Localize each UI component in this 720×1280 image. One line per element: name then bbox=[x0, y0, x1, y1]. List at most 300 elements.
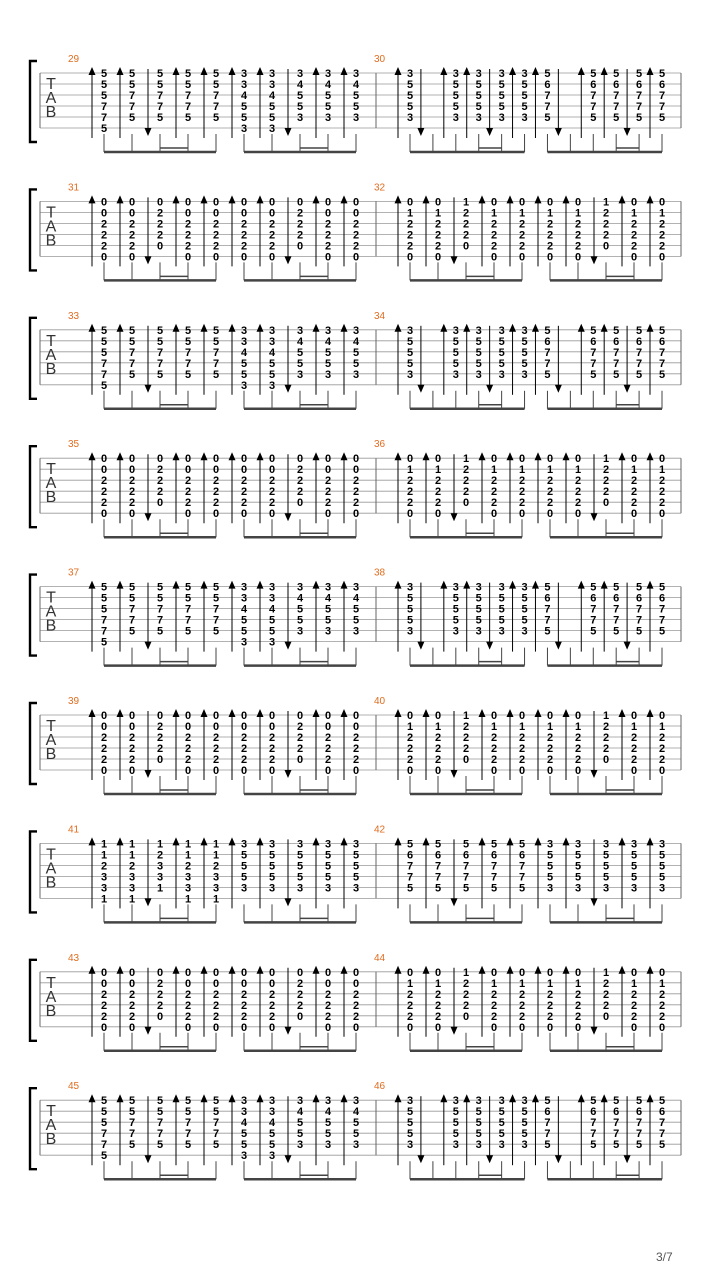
fret-number: 7 bbox=[128, 357, 136, 370]
fret-number: 5 bbox=[658, 368, 666, 381]
fret-number: 2 bbox=[462, 732, 470, 744]
fret-number: 3 bbox=[498, 1095, 505, 1108]
fret-number: 6 bbox=[658, 79, 666, 91]
fret-number: 5 bbox=[475, 1106, 482, 1119]
fret-number: 3 bbox=[128, 871, 136, 884]
fret-number: 3 bbox=[452, 1095, 459, 1108]
fret-number: 0 bbox=[156, 754, 164, 766]
strum-down-arrow-icon bbox=[285, 385, 292, 393]
fret-number: 5 bbox=[518, 838, 526, 851]
tab-clef-letter: B bbox=[45, 617, 57, 635]
fret-number: 0 bbox=[658, 251, 666, 264]
fret-number: 3 bbox=[268, 636, 276, 649]
fret-number: 2 bbox=[574, 240, 582, 253]
fret-number: 1 bbox=[434, 721, 442, 733]
fret-number: 5 bbox=[452, 1106, 459, 1119]
fret-number: 7 bbox=[590, 90, 597, 102]
strum-up-arrow-icon bbox=[201, 1094, 208, 1102]
fret-number: 2 bbox=[352, 743, 360, 755]
fret-number: 0 bbox=[574, 453, 582, 466]
fret-number: 5 bbox=[452, 357, 459, 370]
strum-up-arrow-icon bbox=[201, 581, 208, 589]
fret-number: 2 bbox=[352, 999, 360, 1012]
fret-number: 5 bbox=[521, 603, 528, 616]
strum-up-arrow-icon bbox=[395, 67, 402, 75]
fret-number: 3 bbox=[268, 79, 276, 91]
strum-up-arrow-icon bbox=[201, 452, 208, 460]
fret-number: 5 bbox=[296, 357, 304, 370]
fret-number: 0 bbox=[268, 508, 276, 521]
fret-number: 2 bbox=[658, 475, 666, 488]
fret-number: 5 bbox=[268, 614, 276, 627]
fret-number: 5 bbox=[296, 860, 304, 873]
fret-number: 5 bbox=[324, 1128, 332, 1141]
fret-number: 2 bbox=[128, 988, 136, 1001]
fret-number: 2 bbox=[602, 464, 610, 477]
fret-number: 5 bbox=[544, 581, 551, 594]
fret-number: 2 bbox=[240, 732, 248, 744]
fret-number: 5 bbox=[452, 79, 459, 91]
fret-number: 2 bbox=[296, 475, 304, 488]
fret-number: 5 bbox=[613, 68, 620, 80]
fret-number: 0 bbox=[630, 251, 638, 264]
fret-number: 5 bbox=[184, 1095, 192, 1108]
fret-number: 5 bbox=[324, 357, 332, 370]
strum-up-arrow-icon bbox=[257, 966, 264, 974]
fret-number: 5 bbox=[521, 1128, 528, 1141]
fret-number: 2 bbox=[240, 988, 248, 1001]
fret-number: 2 bbox=[602, 977, 610, 990]
fret-number: 0 bbox=[546, 508, 554, 521]
fret-number: 5 bbox=[406, 1106, 414, 1119]
fret-number: 5 bbox=[475, 357, 482, 370]
strum-up-arrow-icon bbox=[257, 452, 264, 460]
strum-up-arrow-icon bbox=[578, 1094, 585, 1102]
strum-up-arrow-icon bbox=[440, 1094, 447, 1102]
fret-number: 5 bbox=[546, 860, 554, 873]
strum-up-arrow-icon bbox=[89, 195, 96, 203]
fret-number: 7 bbox=[636, 1117, 643, 1130]
fret-number: 0 bbox=[240, 977, 248, 990]
tab-clef-letter: T bbox=[46, 974, 56, 992]
strum-up-arrow-icon bbox=[201, 324, 208, 332]
system-bracket bbox=[30, 446, 37, 527]
fret-number: 2 bbox=[546, 486, 554, 499]
fret-number: 7 bbox=[613, 1128, 620, 1141]
fret-number: 3 bbox=[268, 335, 276, 348]
fret-number: 2 bbox=[268, 229, 276, 242]
fret-number: 0 bbox=[518, 966, 526, 979]
strum-up-arrow-icon bbox=[257, 67, 264, 75]
fret-number: 2 bbox=[156, 207, 164, 220]
fret-number: 2 bbox=[240, 486, 248, 499]
fret-number: 2 bbox=[100, 229, 108, 242]
measure-number: 33 bbox=[68, 310, 80, 322]
fret-number: 5 bbox=[406, 1117, 414, 1130]
fret-number: 2 bbox=[406, 732, 414, 744]
strum-down-arrow-icon bbox=[145, 1155, 152, 1163]
fret-number: 2 bbox=[324, 1010, 332, 1023]
fret-number: 5 bbox=[296, 849, 304, 862]
fret-number: 5 bbox=[184, 1139, 192, 1152]
measure-number: 32 bbox=[374, 182, 386, 194]
fret-number: 4 bbox=[240, 1117, 248, 1130]
fret-number: 5 bbox=[406, 838, 414, 851]
fret-number: 5 bbox=[521, 101, 528, 113]
fret-number: 2 bbox=[602, 475, 610, 488]
fret-number: 5 bbox=[475, 101, 482, 113]
fret-number: 3 bbox=[352, 625, 360, 638]
fret-number: 0 bbox=[268, 196, 276, 209]
fret-number: 0 bbox=[212, 966, 220, 979]
fret-number: 6 bbox=[636, 335, 643, 348]
fret-number: 5 bbox=[212, 1139, 220, 1152]
strum-up-arrow-icon bbox=[173, 324, 180, 332]
fret-number: 5 bbox=[518, 882, 526, 895]
system-bracket bbox=[30, 61, 37, 142]
fret-number: 3 bbox=[352, 1095, 360, 1108]
fret-number: 3 bbox=[475, 625, 482, 638]
fret-number: 5 bbox=[296, 101, 304, 113]
fret-number: 0 bbox=[574, 966, 582, 979]
fret-number: 0 bbox=[128, 508, 136, 521]
fret-number: 7 bbox=[128, 346, 136, 359]
fret-number: 4 bbox=[268, 1117, 276, 1130]
fret-number: 1 bbox=[128, 893, 136, 906]
fret-number: 0 bbox=[658, 453, 666, 466]
fret-number: 3 bbox=[475, 1139, 482, 1152]
fret-number: 0 bbox=[658, 765, 666, 777]
fret-number: 1 bbox=[518, 464, 526, 477]
measure-number: 38 bbox=[374, 567, 386, 579]
fret-number: 7 bbox=[613, 101, 620, 113]
strum-up-arrow-icon bbox=[479, 452, 486, 460]
fret-number: 5 bbox=[100, 1095, 108, 1108]
fret-number: 7 bbox=[590, 603, 597, 616]
fret-number: 2 bbox=[574, 988, 582, 1001]
strum-up-arrow-icon bbox=[173, 709, 180, 717]
strum-down-arrow-icon bbox=[451, 513, 458, 521]
fret-number: 5 bbox=[268, 849, 276, 862]
strum-up-arrow-icon bbox=[313, 67, 320, 75]
fret-number: 5 bbox=[128, 68, 136, 80]
fret-number: 7 bbox=[128, 603, 136, 616]
strum-down-arrow-icon bbox=[555, 128, 562, 136]
strum-up-arrow-icon bbox=[647, 837, 654, 845]
strum-down-arrow-icon bbox=[285, 898, 292, 906]
strum-up-arrow-icon bbox=[463, 324, 470, 332]
fret-number: 5 bbox=[128, 79, 136, 91]
strum-down-arrow-icon bbox=[624, 128, 631, 136]
fret-number: 6 bbox=[544, 592, 551, 605]
fret-number: 2 bbox=[518, 218, 526, 231]
fret-number: 7 bbox=[156, 603, 164, 616]
fret-number: 2 bbox=[268, 754, 276, 766]
fret-number: 2 bbox=[602, 229, 610, 242]
tab-clef-letter: A bbox=[45, 603, 57, 621]
strum-down-arrow-icon bbox=[486, 385, 493, 393]
strum-up-arrow-icon bbox=[313, 324, 320, 332]
fret-number: 5 bbox=[636, 1139, 643, 1152]
strum-down-arrow-icon bbox=[624, 385, 631, 393]
fret-number: 6 bbox=[518, 849, 526, 862]
fret-number: 0 bbox=[352, 196, 360, 209]
strum-down-arrow-icon bbox=[145, 256, 152, 264]
fret-number: 5 bbox=[324, 849, 332, 862]
fret-number: 5 bbox=[128, 625, 136, 638]
strum-down-arrow-icon bbox=[417, 1155, 424, 1163]
fret-number: 5 bbox=[212, 1095, 220, 1108]
fret-number: 0 bbox=[240, 765, 248, 777]
fret-number: 0 bbox=[324, 508, 332, 521]
fret-number: 0 bbox=[324, 196, 332, 209]
strum-up-arrow-icon bbox=[601, 581, 608, 589]
fret-number: 0 bbox=[490, 251, 498, 264]
fret-number: 3 bbox=[406, 112, 414, 124]
fret-number: 2 bbox=[212, 743, 220, 755]
fret-number: 5 bbox=[406, 79, 414, 91]
fret-number: 0 bbox=[212, 464, 220, 477]
measure-number: 46 bbox=[374, 1081, 386, 1093]
fret-number: 3 bbox=[352, 324, 360, 337]
fret-number: 7 bbox=[184, 1128, 192, 1141]
fret-number: 0 bbox=[100, 710, 108, 722]
fret-number: 0 bbox=[212, 710, 220, 722]
fret-number: 5 bbox=[128, 368, 136, 381]
fret-number: 0 bbox=[518, 453, 526, 466]
fret-number: 3 bbox=[498, 112, 505, 124]
fret-number: 2 bbox=[658, 988, 666, 1001]
fret-number: 3 bbox=[212, 871, 220, 884]
fret-number: 5 bbox=[462, 838, 470, 851]
fret-number: 7 bbox=[212, 346, 220, 359]
fret-number: 0 bbox=[546, 251, 554, 264]
fret-number: 2 bbox=[296, 486, 304, 499]
fret-number: 3 bbox=[475, 1095, 482, 1108]
fret-number: 2 bbox=[630, 229, 638, 242]
fret-number: 5 bbox=[296, 346, 304, 359]
fret-number: 7 bbox=[156, 101, 164, 113]
fret-number: 1 bbox=[406, 464, 414, 477]
fret-number: 0 bbox=[490, 508, 498, 521]
strum-up-arrow-icon bbox=[89, 709, 96, 717]
fret-number: 2 bbox=[462, 218, 470, 231]
fret-number: 5 bbox=[212, 625, 220, 638]
fret-number: 5 bbox=[613, 581, 620, 594]
strum-up-arrow-icon bbox=[395, 324, 402, 332]
fret-number: 0 bbox=[184, 196, 192, 209]
fret-number: 3 bbox=[324, 1095, 332, 1108]
fret-number: 1 bbox=[212, 838, 220, 851]
fret-number: 5 bbox=[240, 1128, 248, 1141]
strum-up-arrow-icon bbox=[257, 837, 264, 845]
fret-number: 0 bbox=[630, 710, 638, 722]
fret-number: 3 bbox=[658, 882, 666, 895]
fret-number: 2 bbox=[490, 988, 498, 1001]
fret-number: 5 bbox=[156, 335, 164, 348]
fret-number: 2 bbox=[630, 732, 638, 744]
fret-number: 1 bbox=[434, 464, 442, 477]
fret-number: 5 bbox=[498, 1128, 505, 1141]
strum-up-arrow-icon bbox=[463, 1094, 470, 1102]
fret-number: 2 bbox=[212, 497, 220, 510]
fret-number: 5 bbox=[100, 1150, 108, 1163]
fret-number: 7 bbox=[590, 1128, 597, 1141]
strum-up-arrow-icon bbox=[463, 67, 470, 75]
fret-number: 2 bbox=[240, 754, 248, 766]
tab-clef-letter: A bbox=[45, 860, 57, 878]
fret-number: 5 bbox=[240, 614, 248, 627]
fret-number: 2 bbox=[546, 754, 554, 766]
fret-number: 2 bbox=[574, 229, 582, 242]
fret-number: 7 bbox=[128, 1117, 136, 1130]
fret-number: 2 bbox=[602, 721, 610, 733]
system-bracket bbox=[30, 1088, 37, 1169]
fret-number: 1 bbox=[602, 196, 610, 209]
fret-number: 3 bbox=[521, 324, 528, 337]
fret-number: 7 bbox=[212, 357, 220, 370]
tab-clef-letter: T bbox=[46, 718, 56, 735]
fret-number: 5 bbox=[462, 882, 470, 895]
fret-number: 5 bbox=[240, 871, 248, 884]
fret-number: 7 bbox=[128, 101, 136, 113]
fret-number: 2 bbox=[184, 988, 192, 1001]
fret-number: 3 bbox=[296, 368, 304, 381]
strum-up-arrow-icon bbox=[313, 1094, 320, 1102]
fret-number: 5 bbox=[590, 368, 597, 381]
fret-number: 7 bbox=[544, 357, 551, 370]
fret-number: 3 bbox=[212, 882, 220, 895]
fret-number: 0 bbox=[184, 453, 192, 466]
tab-clef-letter: T bbox=[46, 461, 56, 479]
fret-number: 0 bbox=[156, 1010, 164, 1023]
strum-up-arrow-icon bbox=[201, 966, 208, 974]
fret-number: 7 bbox=[184, 90, 192, 102]
fret-number: 0 bbox=[128, 721, 136, 733]
fret-number: 0 bbox=[268, 765, 276, 777]
fret-number: 3 bbox=[498, 581, 505, 594]
fret-number: 3 bbox=[574, 882, 582, 895]
fret-number: 5 bbox=[324, 603, 332, 616]
fret-number: 7 bbox=[156, 357, 164, 370]
fret-number: 5 bbox=[498, 1117, 505, 1130]
fret-number: 0 bbox=[434, 508, 442, 521]
fret-number: 3 bbox=[296, 838, 304, 851]
strum-up-arrow-icon bbox=[395, 837, 402, 845]
fret-number: 2 bbox=[128, 240, 136, 253]
fret-number: 5 bbox=[240, 849, 248, 862]
strum-up-arrow-icon bbox=[509, 1094, 516, 1102]
fret-number: 0 bbox=[100, 1021, 108, 1034]
fret-number: 3 bbox=[324, 112, 332, 124]
strum-down-arrow-icon bbox=[145, 128, 152, 136]
fret-number: 0 bbox=[296, 497, 304, 510]
strum-up-arrow-icon bbox=[619, 452, 626, 460]
strum-up-arrow-icon bbox=[423, 966, 430, 974]
fret-number: 7 bbox=[100, 357, 108, 370]
fret-number: 0 bbox=[128, 977, 136, 990]
strum-up-arrow-icon bbox=[479, 709, 486, 717]
strum-up-arrow-icon bbox=[563, 195, 570, 203]
fret-number: 5 bbox=[452, 1117, 459, 1130]
fret-number: 7 bbox=[212, 90, 220, 102]
strum-down-arrow-icon bbox=[285, 128, 292, 136]
strum-down-arrow-icon bbox=[555, 385, 562, 393]
fret-number: 7 bbox=[636, 90, 643, 102]
fret-number: 2 bbox=[490, 743, 498, 755]
fret-number: 5 bbox=[184, 112, 192, 124]
strum-down-arrow-icon bbox=[145, 385, 152, 393]
fret-number: 0 bbox=[324, 765, 332, 777]
fret-number: 1 bbox=[546, 977, 554, 990]
fret-number: 0 bbox=[156, 710, 164, 722]
fret-number: 7 bbox=[100, 625, 108, 638]
fret-number: 2 bbox=[324, 229, 332, 242]
fret-number: 3 bbox=[156, 860, 164, 873]
strum-up-arrow-icon bbox=[89, 67, 96, 75]
fret-number: 5 bbox=[296, 871, 304, 884]
fret-number: 3 bbox=[406, 625, 414, 638]
fret-number: 3 bbox=[498, 324, 505, 337]
strum-up-arrow-icon bbox=[532, 1094, 539, 1102]
fret-number: 5 bbox=[406, 90, 414, 102]
tab-clef-letter: A bbox=[45, 988, 57, 1006]
measure-number: 41 bbox=[68, 824, 80, 836]
fret-number: 5 bbox=[498, 79, 505, 91]
fret-number: 1 bbox=[490, 721, 498, 733]
fret-number: 3 bbox=[352, 112, 360, 124]
strum-up-arrow-icon bbox=[229, 966, 236, 974]
fret-number: 0 bbox=[518, 1021, 526, 1034]
fret-number: 5 bbox=[296, 603, 304, 616]
fret-number: 2 bbox=[352, 1010, 360, 1023]
fret-number: 2 bbox=[518, 732, 526, 744]
fret-number: 3 bbox=[452, 112, 459, 124]
fret-number: 5 bbox=[521, 1106, 528, 1119]
fret-number: 2 bbox=[546, 1010, 554, 1023]
fret-number: 2 bbox=[184, 218, 192, 231]
fret-number: 2 bbox=[546, 475, 554, 488]
measure-number: 30 bbox=[374, 54, 386, 65]
fret-number: 3 bbox=[100, 871, 108, 884]
fret-number: 2 bbox=[518, 240, 526, 253]
fret-number: 5 bbox=[128, 1106, 136, 1119]
fret-number: 2 bbox=[574, 475, 582, 488]
strum-up-arrow-icon bbox=[201, 67, 208, 75]
fret-number: 3 bbox=[352, 581, 360, 594]
fret-number: 7 bbox=[156, 614, 164, 627]
strum-down-arrow-icon bbox=[285, 513, 292, 521]
fret-number: 6 bbox=[590, 79, 597, 91]
fret-number: 0 bbox=[518, 251, 526, 264]
fret-number: 2 bbox=[156, 999, 164, 1012]
strum-up-arrow-icon bbox=[507, 195, 514, 203]
fret-number: 0 bbox=[490, 765, 498, 777]
fret-number: 5 bbox=[521, 79, 528, 91]
fret-number: 0 bbox=[462, 497, 470, 510]
fret-number: 3 bbox=[498, 68, 505, 80]
fret-number: 3 bbox=[296, 112, 304, 124]
strum-up-arrow-icon bbox=[647, 195, 654, 203]
fret-number: 2 bbox=[352, 732, 360, 744]
fret-number: 0 bbox=[490, 196, 498, 209]
fret-number: 5 bbox=[602, 860, 610, 873]
fret-number: 5 bbox=[636, 324, 643, 337]
fret-number: 2 bbox=[324, 475, 332, 488]
strum-up-arrow-icon bbox=[89, 324, 96, 332]
fret-number: 2 bbox=[406, 218, 414, 231]
strum-up-arrow-icon bbox=[619, 709, 626, 717]
